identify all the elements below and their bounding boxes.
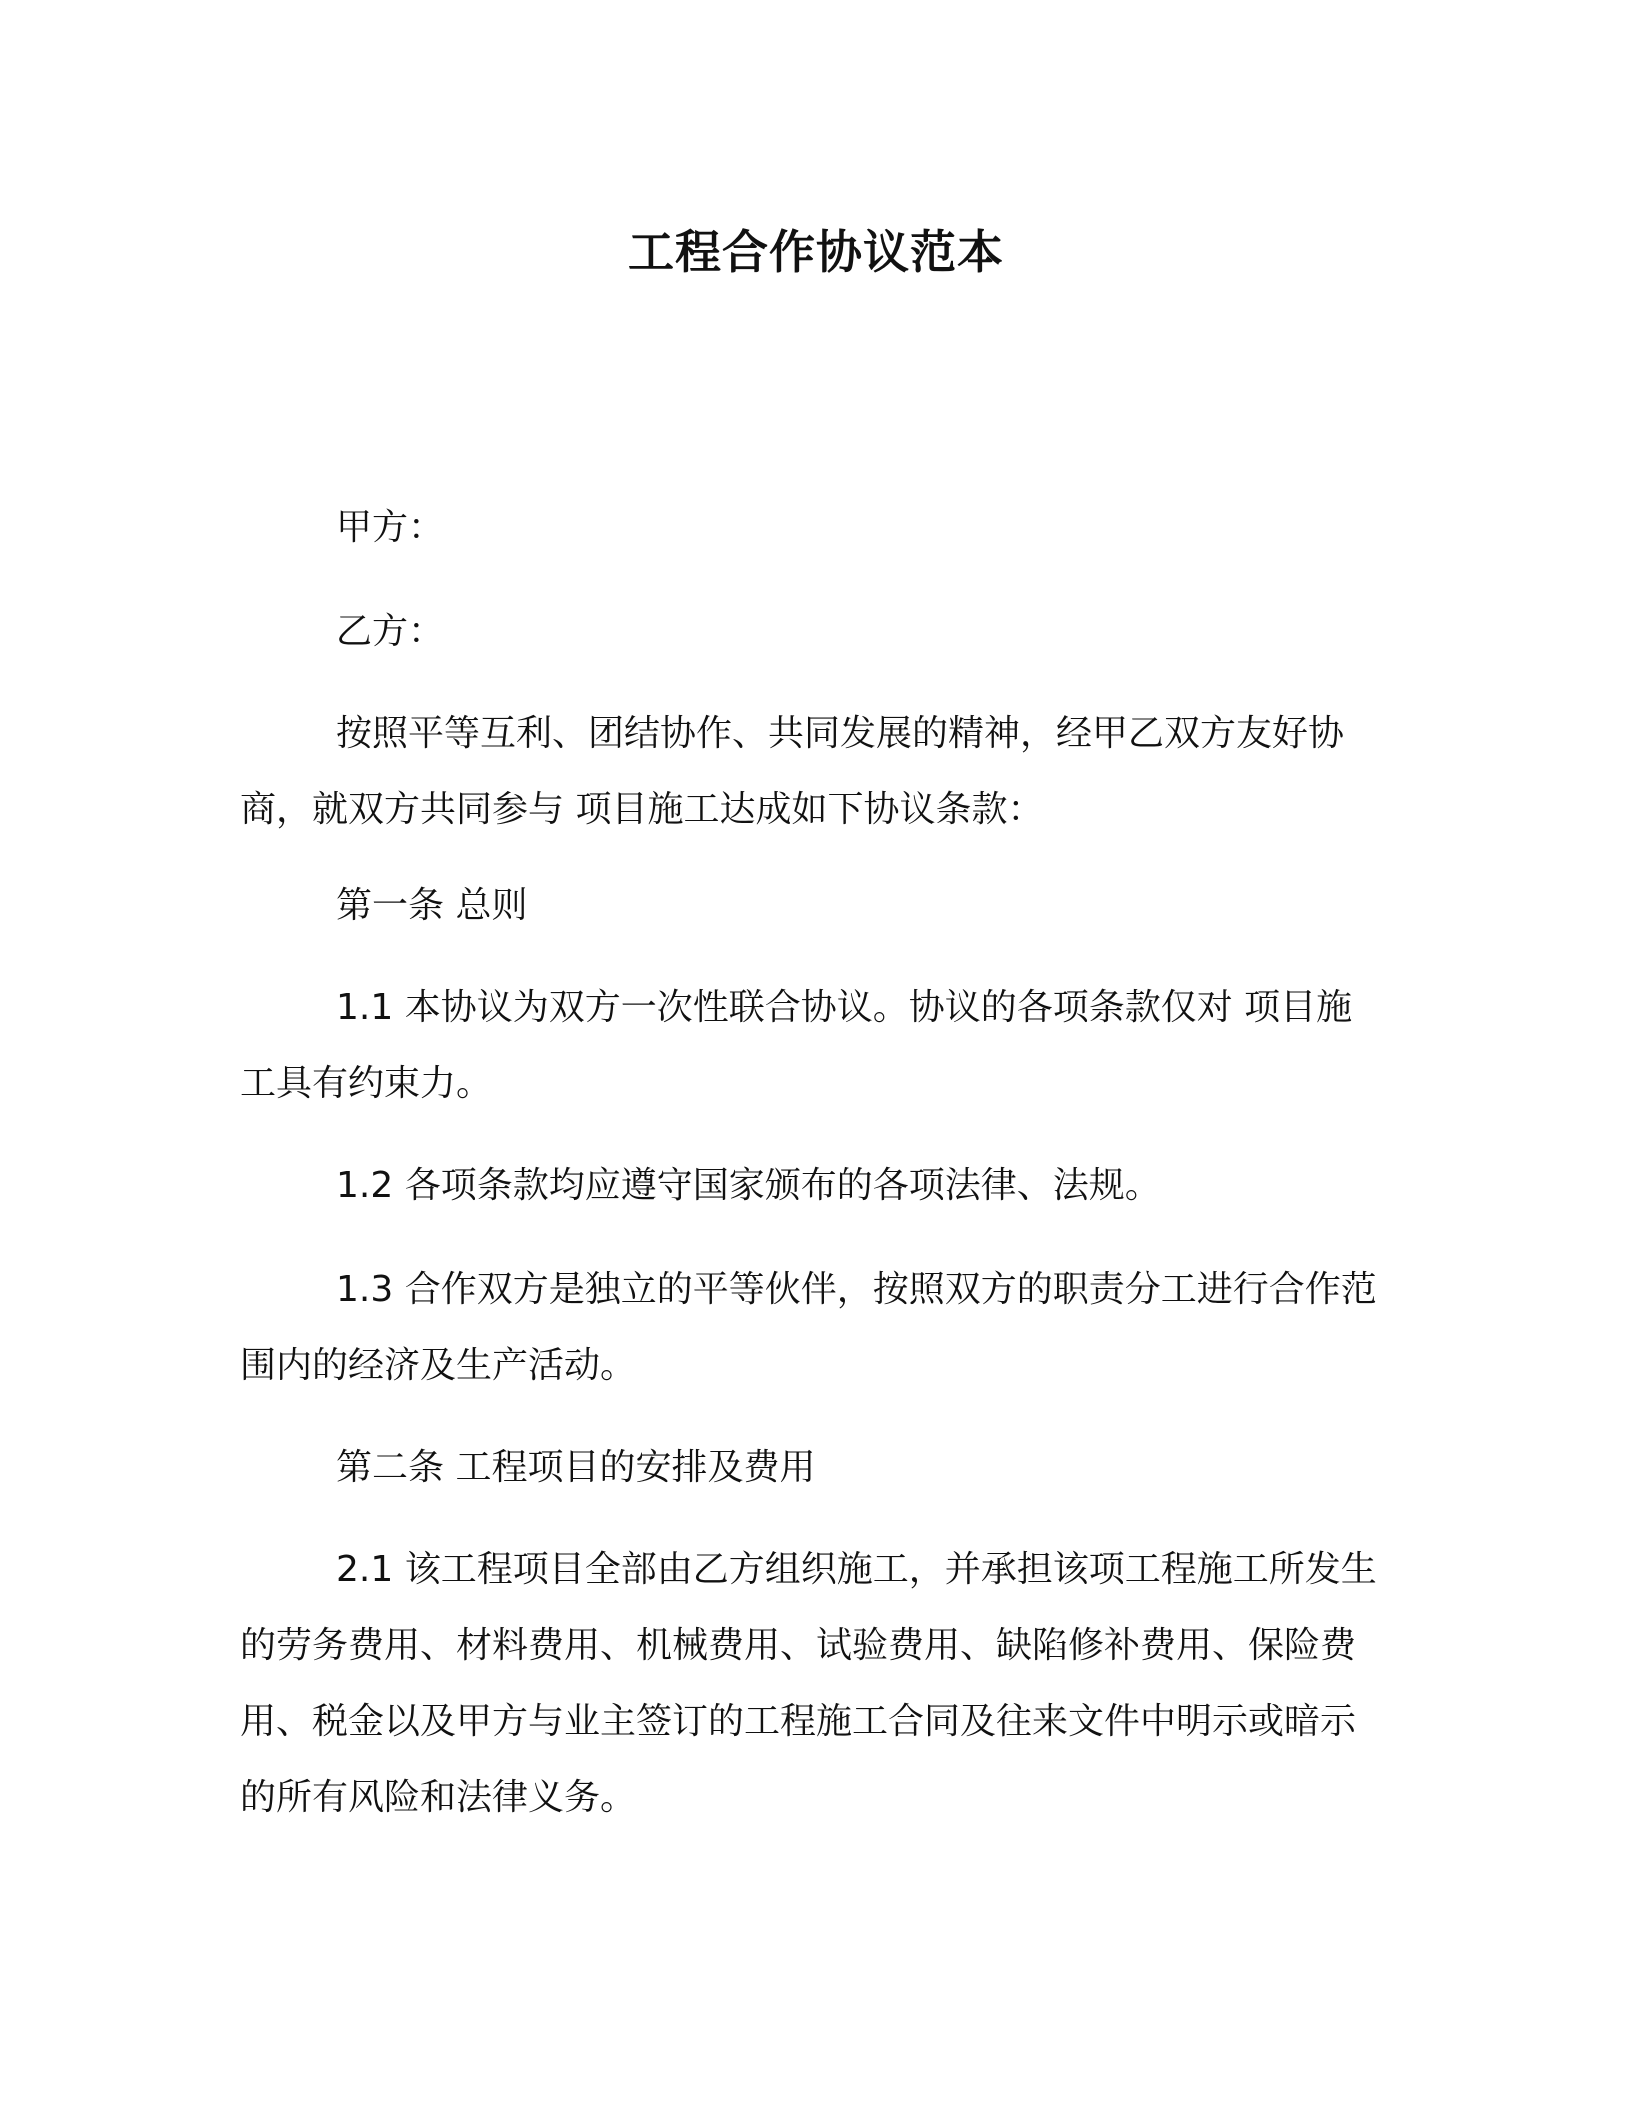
- party-b-line: 乙方：: [336, 611, 445, 652]
- article-1-block: [240, 868, 1380, 944]
- intro-paragraph: 按照平等互利、团结协作、共同发展的精神，经甲乙双方友好协商，就双方共同参与 项目施工达成如下协议条款：: [240, 713, 1345, 830]
- clause-1-3: 1.3 合作双方是独立的平等伙伴，按照双方的职责分工进行合作范围内的经济及生产活动。: [240, 1269, 1377, 1386]
- clause-1-2-block: [240, 1148, 1380, 1224]
- document-body: [240, 490, 1380, 566]
- clause-1-2: 1.2 各项条款均应遵守国家颁布的各项法律、法规。: [336, 1165, 1161, 1206]
- article-2-heading: 第二条 工程项目的安排及费用: [336, 1447, 816, 1488]
- clause-2-1: 2.1 该工程项目全部由乙方组织施工，并承担该项工程施工所发生的劳务费用、材料费用、机械费用、试验费用、缺陷修补费用、保险费用、税金以及甲方与业主签订的工程施工合同及往来文件中明示或暗示的所有风险和法律义务。: [240, 1549, 1377, 1818]
- document-body-b: [240, 594, 1380, 670]
- clause-1-1-block: [240, 970, 1380, 1122]
- clause-1-1: 1.1 本协议为双方一次性联合协议。协议的各项条款仅对 项目施工具有约束力。: [240, 987, 1353, 1104]
- clause-1-3-block: [240, 1252, 1380, 1404]
- article-1-heading: 第一条 总则: [336, 885, 528, 926]
- party-a-line: 甲方：: [336, 507, 445, 548]
- intro-block: [240, 696, 1380, 848]
- article-2-block: [240, 1430, 1380, 1506]
- document-title: 工程合作协议范本: [628, 225, 1004, 279]
- clause-2-1-block: [240, 1532, 1380, 1836]
